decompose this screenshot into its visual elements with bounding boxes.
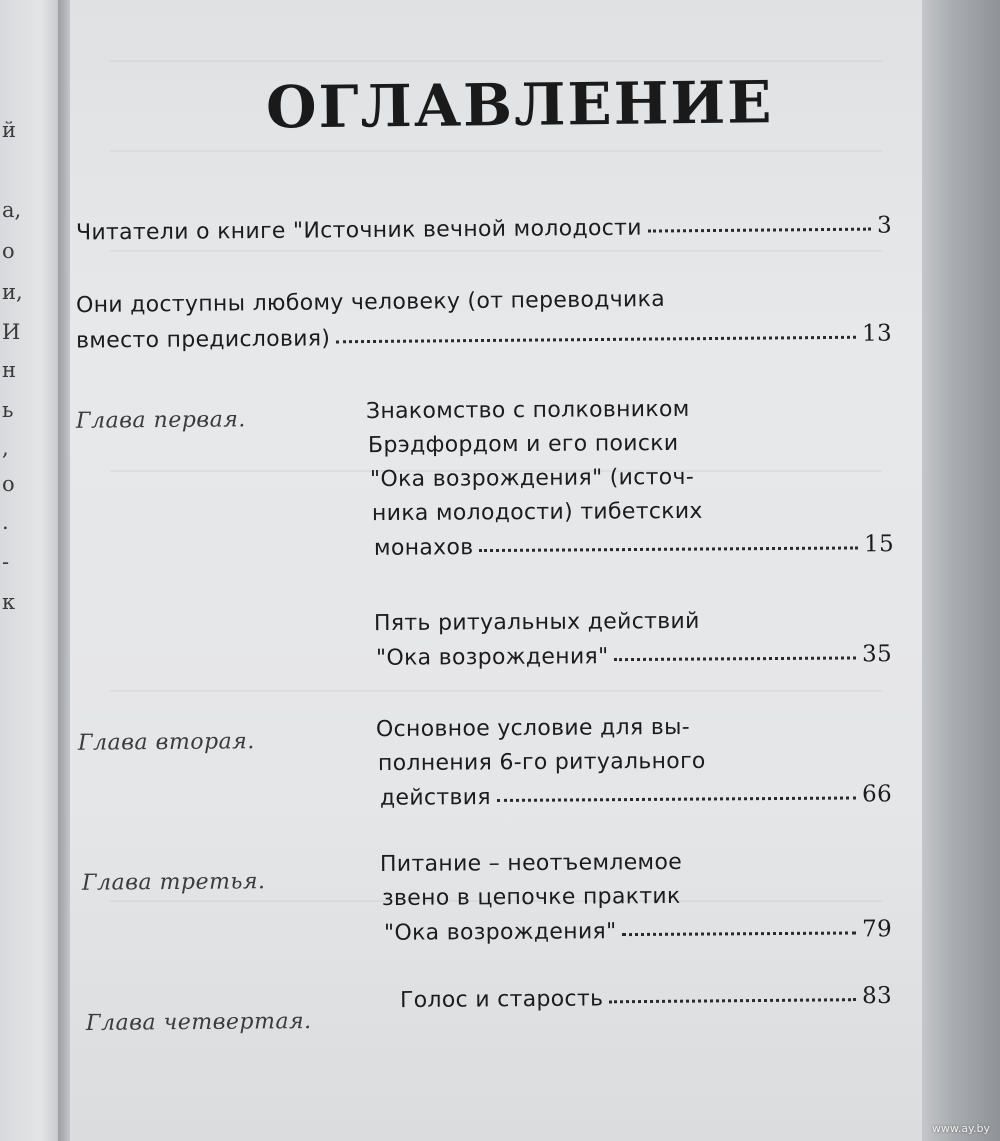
toc-entry-translator: [76, 322, 892, 352]
toc-page-number: 13: [861, 320, 893, 347]
toc-entry-title: монахов: [373, 535, 474, 561]
show-through-line: [110, 150, 882, 152]
toc-entry-title: действия: [379, 785, 491, 811]
left-page-glyph: ь: [2, 398, 14, 422]
chapter-section-line: "Ока возрождения" (источ-: [369, 464, 695, 493]
left-facing-page: [0, 0, 58, 1141]
toc-entry-title: Читатели о книге "Источник вечной молодости: [75, 215, 642, 246]
dot-leader: [622, 931, 856, 936]
toc-entry-title: "Ока возрождения": [375, 644, 609, 671]
chapter-section-line: полнения 6-го ритуального: [377, 748, 706, 777]
left-page-glyph: -: [2, 550, 10, 574]
toc-entry-chapter1-part1: [374, 533, 894, 560]
left-page-glyph: ,: [2, 436, 9, 460]
page-title: ОГЛАВЛЕНИЕ: [265, 68, 774, 142]
book-gutter: [58, 0, 70, 1141]
left-page-glyph: й: [2, 118, 16, 142]
dot-leader: [497, 796, 856, 802]
toc-entry-title: "Ока возрождения": [383, 919, 617, 946]
dot-leader: [336, 336, 856, 344]
left-page-glyph: а,: [2, 198, 22, 222]
toc-page-number: 83: [861, 982, 893, 1010]
left-page-glyph: к: [2, 590, 16, 614]
toc-page-number: 3: [876, 212, 893, 239]
watermark: www.ay.by: [931, 1122, 990, 1135]
toc-entry-chapter4: [399, 982, 893, 1014]
toc-page: [70, 0, 922, 1141]
chapter-section-line: Знакомство с полковником: [365, 396, 690, 425]
toc-page-number: 35: [862, 641, 893, 668]
toc-page-number: 66: [862, 781, 893, 808]
toc-entry-chapter2: [380, 783, 892, 810]
left-page-glyph: н: [2, 358, 16, 382]
chapter-label: Глава четвертая.: [85, 1009, 312, 1036]
toc-entry-readers: [76, 214, 892, 244]
left-page-glyph: о: [2, 239, 15, 263]
left-page-glyph: .: [2, 510, 9, 534]
toc-page-number: 79: [862, 916, 893, 943]
chapter-label: Глава третья.: [81, 869, 266, 896]
dot-leader: [614, 656, 856, 661]
left-page-glyph: о: [2, 472, 15, 496]
dot-leader: [648, 228, 871, 233]
chapter-section-line: Питание – неотъемлемое: [379, 849, 683, 878]
toc-entry-title: Голос и старость: [399, 986, 604, 1014]
chapter-section-line: звено в цепочке практик: [381, 883, 681, 912]
toc-entry-chapter3: [384, 918, 892, 945]
toc-page-number: 15: [864, 531, 895, 558]
chapter-section-line: ника молодости) тибетских: [371, 498, 703, 527]
show-through-line: [110, 250, 882, 252]
page-right-edge: [922, 0, 1000, 1141]
toc-entry-title: Они доступны любому человеку (от переводчика: [75, 286, 666, 319]
show-through-line: [110, 60, 882, 62]
chapter-section-line: Пять ритуальных действий: [373, 608, 700, 637]
toc-entry-chapter1-part2: [376, 643, 892, 670]
toc-entry-title: вместо предисловия): [75, 326, 331, 354]
chapter-section-line: Основное условие для вы-: [375, 714, 691, 743]
chapter-label: Глава вторая.: [77, 729, 255, 756]
dot-leader: [609, 998, 856, 1003]
chapter-section-line: Брэдфордом и его поиски: [367, 430, 679, 459]
left-page-glyph: И: [2, 320, 21, 344]
left-page-glyph: и,: [2, 280, 23, 304]
show-through-line: [110, 690, 882, 692]
dot-leader: [479, 546, 858, 552]
chapter-label: Глава первая.: [75, 407, 246, 434]
